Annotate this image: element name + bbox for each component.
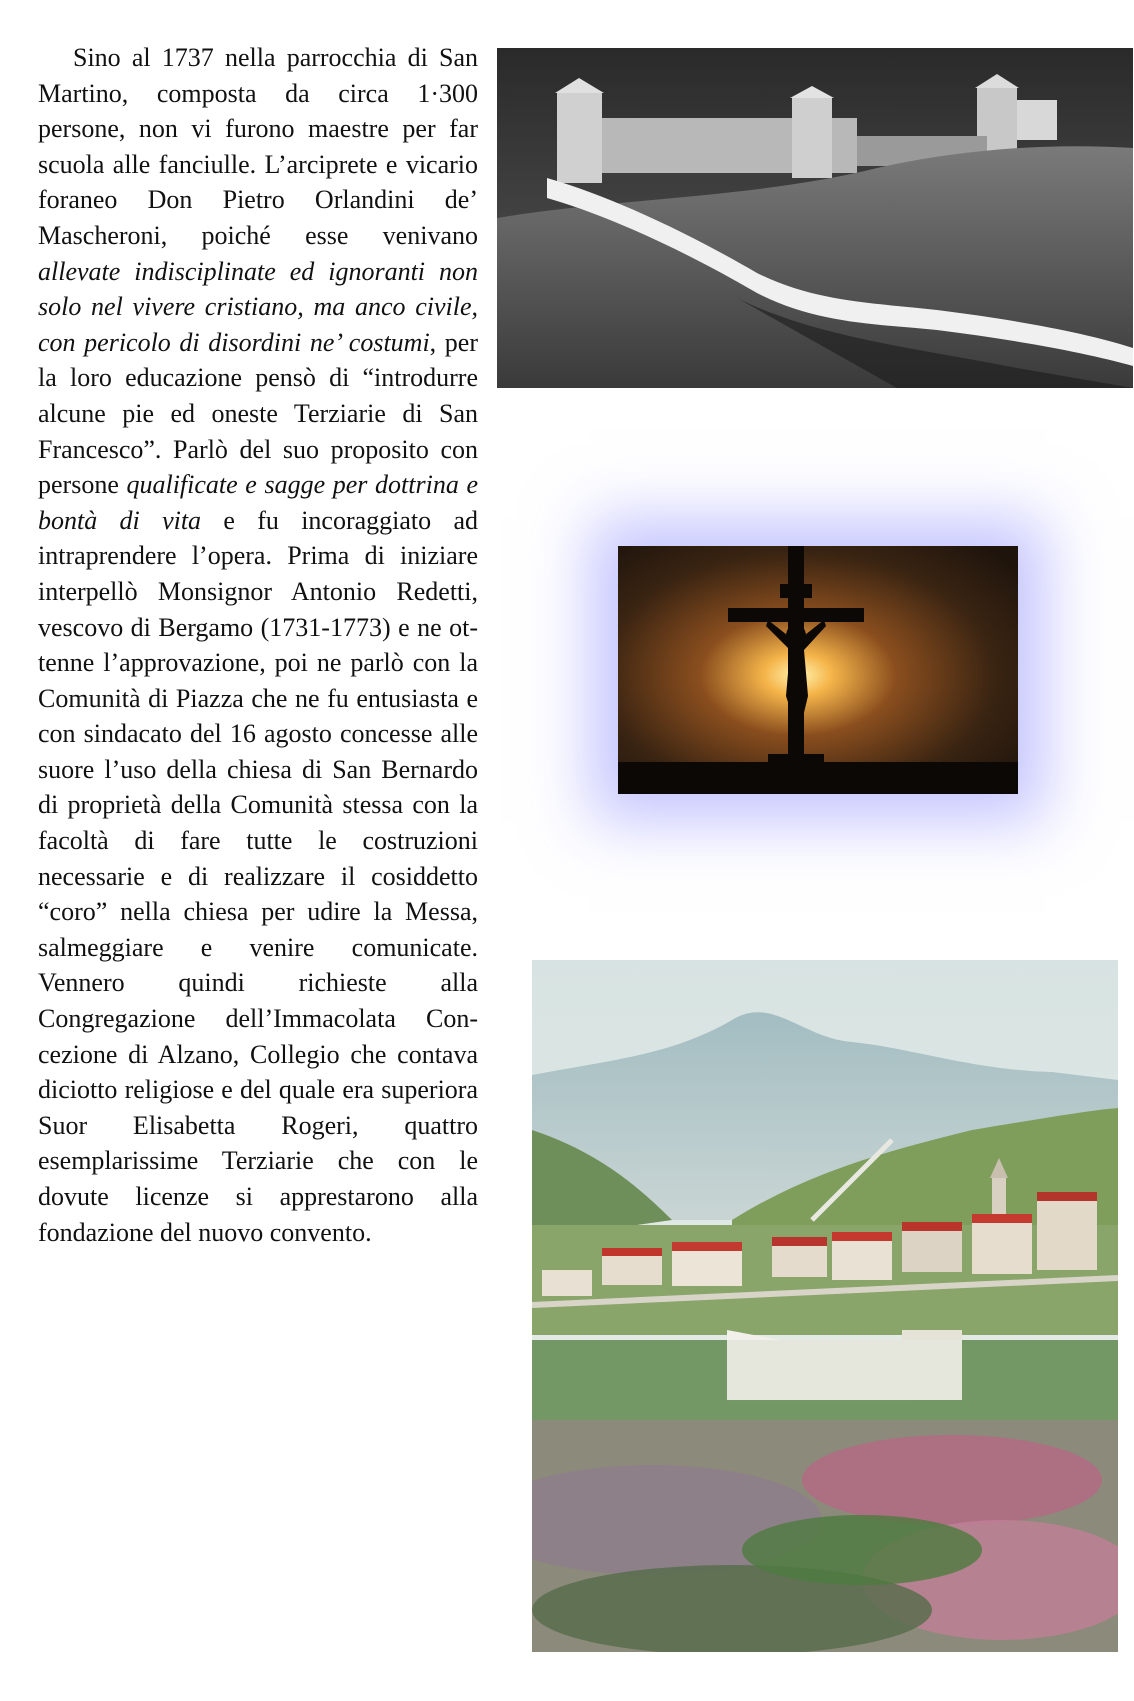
village-photo	[532, 960, 1118, 1652]
crucifix-photo	[618, 546, 1018, 794]
procession-photo	[497, 48, 1133, 388]
text-run: e fu incoraggiato ad intraprendere l’opera. Prima di iniziare interpellò Monsignor Antonio Redetti, vescovo di Bergamo (1731-1773) e ne ottenne l’approvazione, poi ne parlò con la Comunità di Piazza che ne fu entusiasta e con sindacato del 16 agosto concesse alle suore l’uso della chiesa di San Bernardo di proprietà della Comunità stessa con la facoltà di fare tutte le costruzioni necessarie e di realizzare il cosiddetto “coro” nella chiesa per udire la Messa, salmeggiare e venire comunicate. Vennero quindi richieste alla Congregazione dell’Immacolata Concezione di Alzano, Collegio che contava diciotto religiose e del quale era superiora Suor Elisabetta Rogeri, quattro esemplarissime Terziarie che con le dovute licenze si apprestarono alla fondazione del nuovo convento.	[38, 505, 478, 1247]
text-run: ·	[430, 78, 439, 108]
text-run: Sino al 1737 nella parrocchia di San Martino, composta da circa 1	[38, 43, 478, 108]
text-run: , per la loro educazione pensò di “introdurre alcune pie ed oneste Terziarie di San Francesco”. Parlò del suo proposito con persone	[38, 327, 478, 500]
text-run: 300 persone, non vi furono maestre per far scuola alle fanciulle. L’arciprete e vicario foraneo Don Pietro Orlandini de’ Mascheroni, poiché esse venivano	[38, 78, 478, 250]
crucifix-photo-frame	[618, 546, 1018, 794]
body-paragraph	[38, 40, 478, 1250]
italic-quote: allevate indisciplinate ed ignoranti non solo nel vivere cristiano, ma anco civile, con pericolo di disordini ne’ costumi	[38, 256, 478, 357]
body-text	[38, 40, 478, 1250]
italic-quote: qualificate e sagge per dottrina e bontà di vita	[38, 470, 478, 535]
